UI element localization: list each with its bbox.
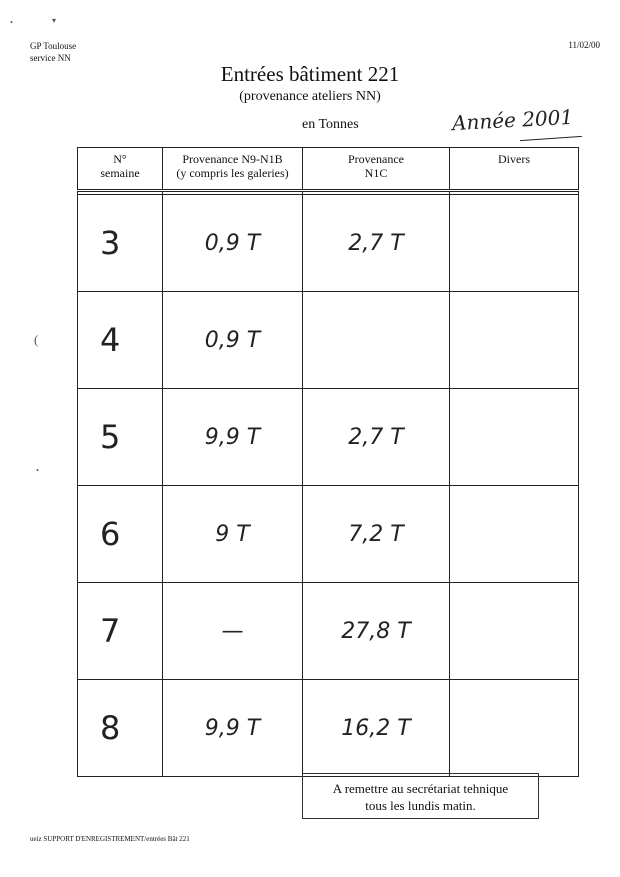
- column-header-line1: Divers: [498, 152, 530, 166]
- instruction-note: [302, 773, 539, 819]
- n9-cell: 9,9 T: [163, 680, 303, 777]
- divers-cell: [450, 486, 579, 583]
- table-row: [78, 583, 579, 680]
- n9-cell: 9,9 T: [163, 389, 303, 486]
- table-row: [78, 195, 579, 292]
- entries-table: [77, 147, 579, 777]
- n1c-cell: [303, 292, 450, 389]
- n9-cell: 9 T: [163, 486, 303, 583]
- column-header-n9: [163, 148, 303, 191]
- week-cell: 5: [78, 389, 163, 486]
- column-header-line2: (y compris les galeries): [176, 166, 289, 180]
- n9-cell: —: [163, 583, 303, 680]
- week-cell: 7: [78, 583, 163, 680]
- column-header-line2: N1C: [364, 166, 388, 180]
- scan-speck: (: [34, 332, 39, 347]
- file-path-footer: ueiz SUPPORT D'ENREGISTREMENT/entrées Bât 221: [30, 835, 190, 843]
- n9-cell: 0,9 T: [163, 292, 303, 389]
- divers-cell: [450, 583, 579, 680]
- column-header-line1: N°: [113, 152, 127, 166]
- column-header-divers: [450, 148, 579, 191]
- document-date: 11/02/00: [568, 40, 600, 50]
- document-title: Entrées bâtiment 221: [220, 62, 400, 86]
- divers-cell: [450, 389, 579, 486]
- divers-cell: [450, 195, 579, 292]
- column-header-line1: Provenance N9-N1B: [182, 152, 283, 166]
- divers-cell: [450, 680, 579, 777]
- note-line2: tous les lundis matin.: [365, 798, 476, 813]
- column-header-n1c: [303, 148, 450, 191]
- scan-speck: •: [10, 18, 13, 27]
- week-cell: 6: [78, 486, 163, 583]
- year-underline: [520, 136, 582, 141]
- column-header-week: [78, 148, 163, 191]
- column-header-line1: Provenance: [348, 152, 404, 166]
- n1c-cell: 7,2 T: [303, 486, 450, 583]
- document-subtitle: (provenance ateliers NN): [239, 89, 381, 104]
- n9-cell: 0,9 T: [163, 195, 303, 292]
- n1c-cell: 2,7 T: [303, 389, 450, 486]
- table-row: [78, 292, 579, 389]
- table-row: [78, 389, 579, 486]
- n1c-cell: 2,7 T: [303, 195, 450, 292]
- week-cell: 4: [78, 292, 163, 389]
- note-line1: A remettre au secrétariat tehnique: [332, 781, 509, 796]
- table-header-row: [78, 148, 579, 191]
- scan-speck: •: [36, 466, 39, 475]
- week-cell: 3: [78, 195, 163, 292]
- org-service: service NN: [30, 53, 71, 63]
- org-name: GP Toulouse: [30, 41, 77, 51]
- organization: [30, 40, 76, 64]
- n1c-cell: 27,8 T: [303, 583, 450, 680]
- table-row: [78, 680, 579, 777]
- column-header-line2: semaine: [100, 166, 140, 180]
- year-handwritten: Année 2001: [451, 104, 574, 136]
- divers-cell: [450, 292, 579, 389]
- table-row: [78, 486, 579, 583]
- n1c-cell: 16,2 T: [303, 680, 450, 777]
- scan-speck: ▾: [52, 16, 57, 25]
- week-cell: 8: [78, 680, 163, 777]
- units-label: en Tonnes: [302, 117, 359, 132]
